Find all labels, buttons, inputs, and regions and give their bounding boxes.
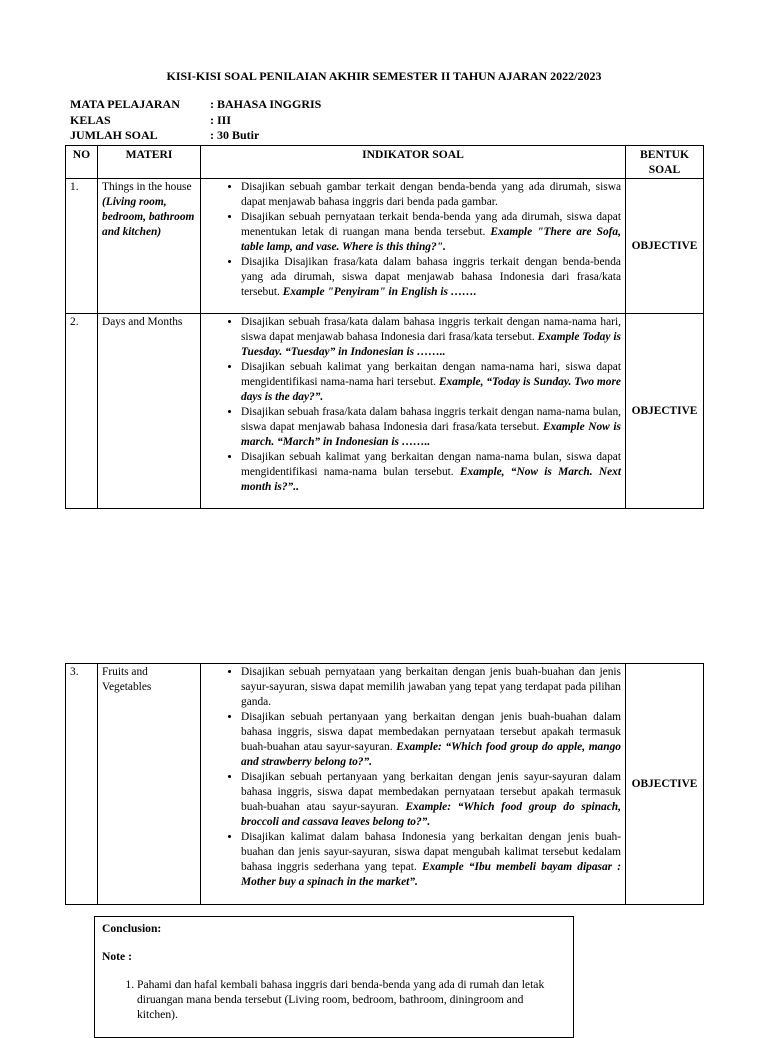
indicator-example: Example, “Today is Sunday. Two more days is the day?”. [241, 376, 621, 403]
indicator-item [241, 770, 621, 830]
document-title: KISI-KISI SOAL PENILAIAN AKHIR SEMESTER II TAHUN AJARAN 2022/2023 [166, 69, 602, 83]
conclusion-box [94, 916, 574, 1038]
indicator-example: Example “Ibu membeli bayam dipasar : Mother buy a spinach in the market”. [241, 861, 622, 888]
indicator-item [241, 710, 621, 770]
header-indikator: INDIKATOR SOAL [201, 146, 626, 179]
indicator-item [241, 405, 621, 450]
meta-label: MATA PELAJARAN [70, 97, 180, 111]
conclusion-note-label: Note : [102, 950, 132, 963]
indicator-text: Disajikan sebuah frasa/kata dalam bahasa inggris terkait dengan nama-nama bulan, siswa dapat menjawab bahasa Indonesia dari frasa/kata tersebut. [241, 406, 621, 433]
header-no: NO [66, 146, 98, 179]
indicator-example: Example "There are Sofa, table lamp, and vase. Where is this thing?". [241, 226, 621, 253]
question-grid-table-part-1 [65, 145, 704, 509]
indicator-text: Disajikan sebuah pernyataan yang berkaitan dengan jenis buah-buahan dan jenis sayur-sayuran, siswa dapat memilih jawaban yang tepat yang terdapat pada pilihan ganda. [241, 666, 621, 708]
indicator-example: Example: “Which food group do apple, mango and strawberry belong to?”. [241, 741, 621, 768]
materi-title: Days and Months [102, 316, 183, 328]
meta-row-subject [70, 97, 321, 113]
header-bentuk: BENTUK SOAL [626, 146, 704, 179]
meta-value: : 30 Butir [210, 128, 260, 142]
conclusion-title: Conclusion: [102, 922, 162, 935]
row-bentuk: OBJECTIVE [626, 179, 704, 314]
row-indicators [201, 664, 626, 905]
table-row [66, 664, 704, 905]
indicator-text: Disajika Disajikan frasa/kata dalam bahasa inggris terkait dengan benda-benda yang ada dirumah, siswa dapat menjawab bahasa Indonesia dari frasa/kata tersebut. [241, 256, 621, 298]
table-row [66, 314, 704, 509]
meta-label: KELAS [70, 112, 111, 127]
materi-title: Things in the house [102, 181, 192, 193]
table-header-row [66, 146, 704, 179]
row-indicators [201, 179, 626, 314]
indicator-example: Example Today is Tuesday. “Tuesday” in Indonesian is …….. [241, 331, 621, 358]
row-materi [98, 664, 201, 905]
conclusion-list [102, 977, 547, 1022]
row-number: 3. [66, 664, 98, 905]
materi-subtitle: (Living room, bedroom, bathroom and kitchen) [102, 196, 195, 238]
indicator-text: Disajikan sebuah pertanyaan yang berkaitan dengan jenis buah-buahan dalam bahasa inggris, siswa dapat membedakan pernyataan tersebut apakah termasuk buah-buahan atau sayur-sayuran. [241, 711, 621, 753]
conclusion-item: 1. Pahami dan hafal kembali bahasa inggris dari benda-benda yang ada di rumah dan letak diruangan mana benda tersebut (Living room, bedroom, bathroom, diningroom and kitchen). [137, 977, 547, 1022]
meta-value: : III [210, 112, 232, 127]
indicator-text: Disajikan kalimat dalam bahasa Indonesia yang berkaitan dengan jenis buah-buahan dan jenis sayur-sayuran, siswa dapat mengubah kalimat tersebut kedalam bahasa inggris sederhana yang tepat. [241, 831, 621, 873]
indicator-text: Disajikan sebuah frasa/kata dalam bahasa inggris terkait dengan nama-nama hari, siswa dapat menjawab bahasa Indonesia dari frasa/kata tersebut. [241, 316, 621, 343]
row-materi [98, 179, 201, 314]
row-bentuk: OBJECTIVE [626, 664, 704, 905]
indicator-text: Disajikan sebuah gambar terkait dengan benda-benda yang ada dirumah, siswa dapat menjawab bahasa inggris dari benda pada gambar. [241, 181, 621, 208]
row-indicators [201, 314, 626, 509]
indicator-item [241, 180, 621, 210]
question-grid-table-part-2 [65, 663, 704, 905]
table-row [66, 179, 704, 314]
meta-row-question-count [70, 128, 321, 144]
row-materi [98, 314, 201, 509]
indicator-example: Example Now is march. “March” in Indonesian is …….. [241, 421, 621, 448]
indicator-item [241, 830, 621, 890]
indicator-text: Disajikan sebuah pertanyaan yang berkaitan dengan jenis sayur-sayuran dalam bahasa inggris, siswa dapat membedakan pernyataan tersebut apakah termasuk buah-buahan atau sayur-sayuran. [241, 771, 621, 813]
row-bentuk: OBJECTIVE [626, 314, 704, 509]
meta-row-class [70, 113, 321, 129]
row-number: 2. [66, 314, 98, 509]
indicator-example: Example: “Which food group do spinach, broccoli and cassava leaves belong to?”. [241, 801, 621, 828]
document-meta [70, 97, 321, 144]
indicator-item [241, 450, 621, 495]
indicator-example: Example, “Now is March. Next month is?”.. [241, 466, 621, 493]
row-number: 1. [66, 179, 98, 314]
indicator-text: Disajikan sebuah kalimat yang berkaitan dengan nama-nama bulan, siswa dapat mengidentifikasi nama-nama bulan tersebut. [241, 451, 621, 478]
indicator-example: Example "Penyiram" in English is ……. [282, 286, 477, 298]
meta-value: : BAHASA INGGRIS [210, 97, 322, 111]
meta-label: JUMLAH SOAL [70, 128, 158, 142]
indicator-item [241, 665, 621, 710]
indicator-text: Disajikan sebuah kalimat yang berkaitan dengan nama-nama hari, siswa dapat mengidentifikasi nama-nama hari tersebut. [241, 361, 621, 388]
indicator-item [241, 315, 621, 360]
indicator-item [241, 255, 621, 300]
indicator-text: Disajikan sebuah pernyataan terkait benda-benda yang ada dirumah, siswa dapat menentukan letak di ruangan mana benda tersebut. [241, 211, 621, 238]
indicator-item [241, 210, 621, 255]
indicator-item [241, 360, 621, 405]
materi-title: Fruits and Vegetables [102, 666, 152, 693]
header-materi: MATERI [98, 146, 201, 179]
